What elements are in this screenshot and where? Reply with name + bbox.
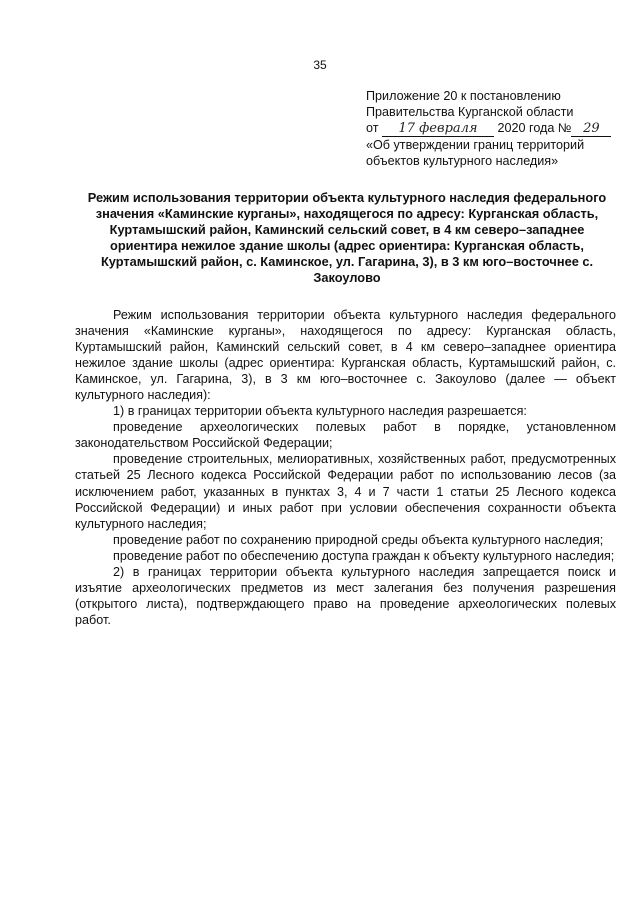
appendix-line: объектов культурного наследия» xyxy=(366,154,559,168)
body-paragraph: проведение археологических полевых работ в порядке, установленном законодательством Российской Федерации; xyxy=(75,420,616,451)
appendix-line: Правительства Курганской области xyxy=(366,105,574,119)
body-paragraph: проведение работ по сохранению природной среды объекта культурного наследия; xyxy=(113,532,604,547)
body-text xyxy=(75,307,616,628)
appendix-date-line xyxy=(366,120,616,137)
document-title: Режим использования территории объекта культурного наследия федерального значения «Каминские курганы», находящегося по адресу: Курганская область, Куртамышский район, Каминский сельский совет, в 4 км северо–западнее ориентира нежилое здание школы (адрес ориентира: Курганская область, Куртамышский район, с. Каминское, ул. Гагарина, 3), в 3 км юго–восточнее с. Закоулово xyxy=(87,190,607,285)
body-paragraph: 1) в границах территории объекта культурного наследия разрешается: xyxy=(113,404,527,419)
body-paragraph: проведение строительных, мелиоративных, хозяйственных работ, предусмотренных статьей 25 Лесного кодекса Российской Федерации работ по использованию лесов (за исключением работ, указанных в пунктах 3, 4 и 7 части 1 статьи 25 Лесного кодекса Российской Федерации) и иных работ при условии обеспечения сохранности объекта культурного наследия; xyxy=(75,452,616,531)
body-paragraph: Режим использования территории объекта культурного наследия федерального значения «Каминские курганы», находящегося по адресу: Курганская область, Куртамышский район, Каминский сельский совет, в 4 км северо–западнее ориентира нежилое здание школы (адрес ориентира: Курганская область, Куртамышский район, с. Каминское, ул. Гагарина, 3), в 3 км юго–восточнее с. Закоулово (далее — объект культурного наследия): xyxy=(75,308,616,403)
handwritten-number: 29 xyxy=(571,122,611,137)
page-number: 35 xyxy=(313,58,327,72)
appendix-line: «Об утверждении границ территорий xyxy=(366,138,585,152)
date-middle: 2020 года № xyxy=(497,121,572,135)
handwritten-date: 17 февраля xyxy=(382,122,494,137)
appendix-line: Приложение 20 к постановлению xyxy=(366,89,561,103)
appendix-header xyxy=(366,88,616,169)
body-paragraph: 2) в границах территории объекта культурного наследия запрещается поиск и изъятие археологических предметов из мест залегания без получения разрешения (открытого листа), подтверждающего право на проведение археологических полевых работ. xyxy=(75,564,616,627)
date-prefix: от xyxy=(366,121,379,135)
body-paragraph: проведение работ по обеспечению доступа граждан к объекту культурного наследия; xyxy=(113,548,615,563)
